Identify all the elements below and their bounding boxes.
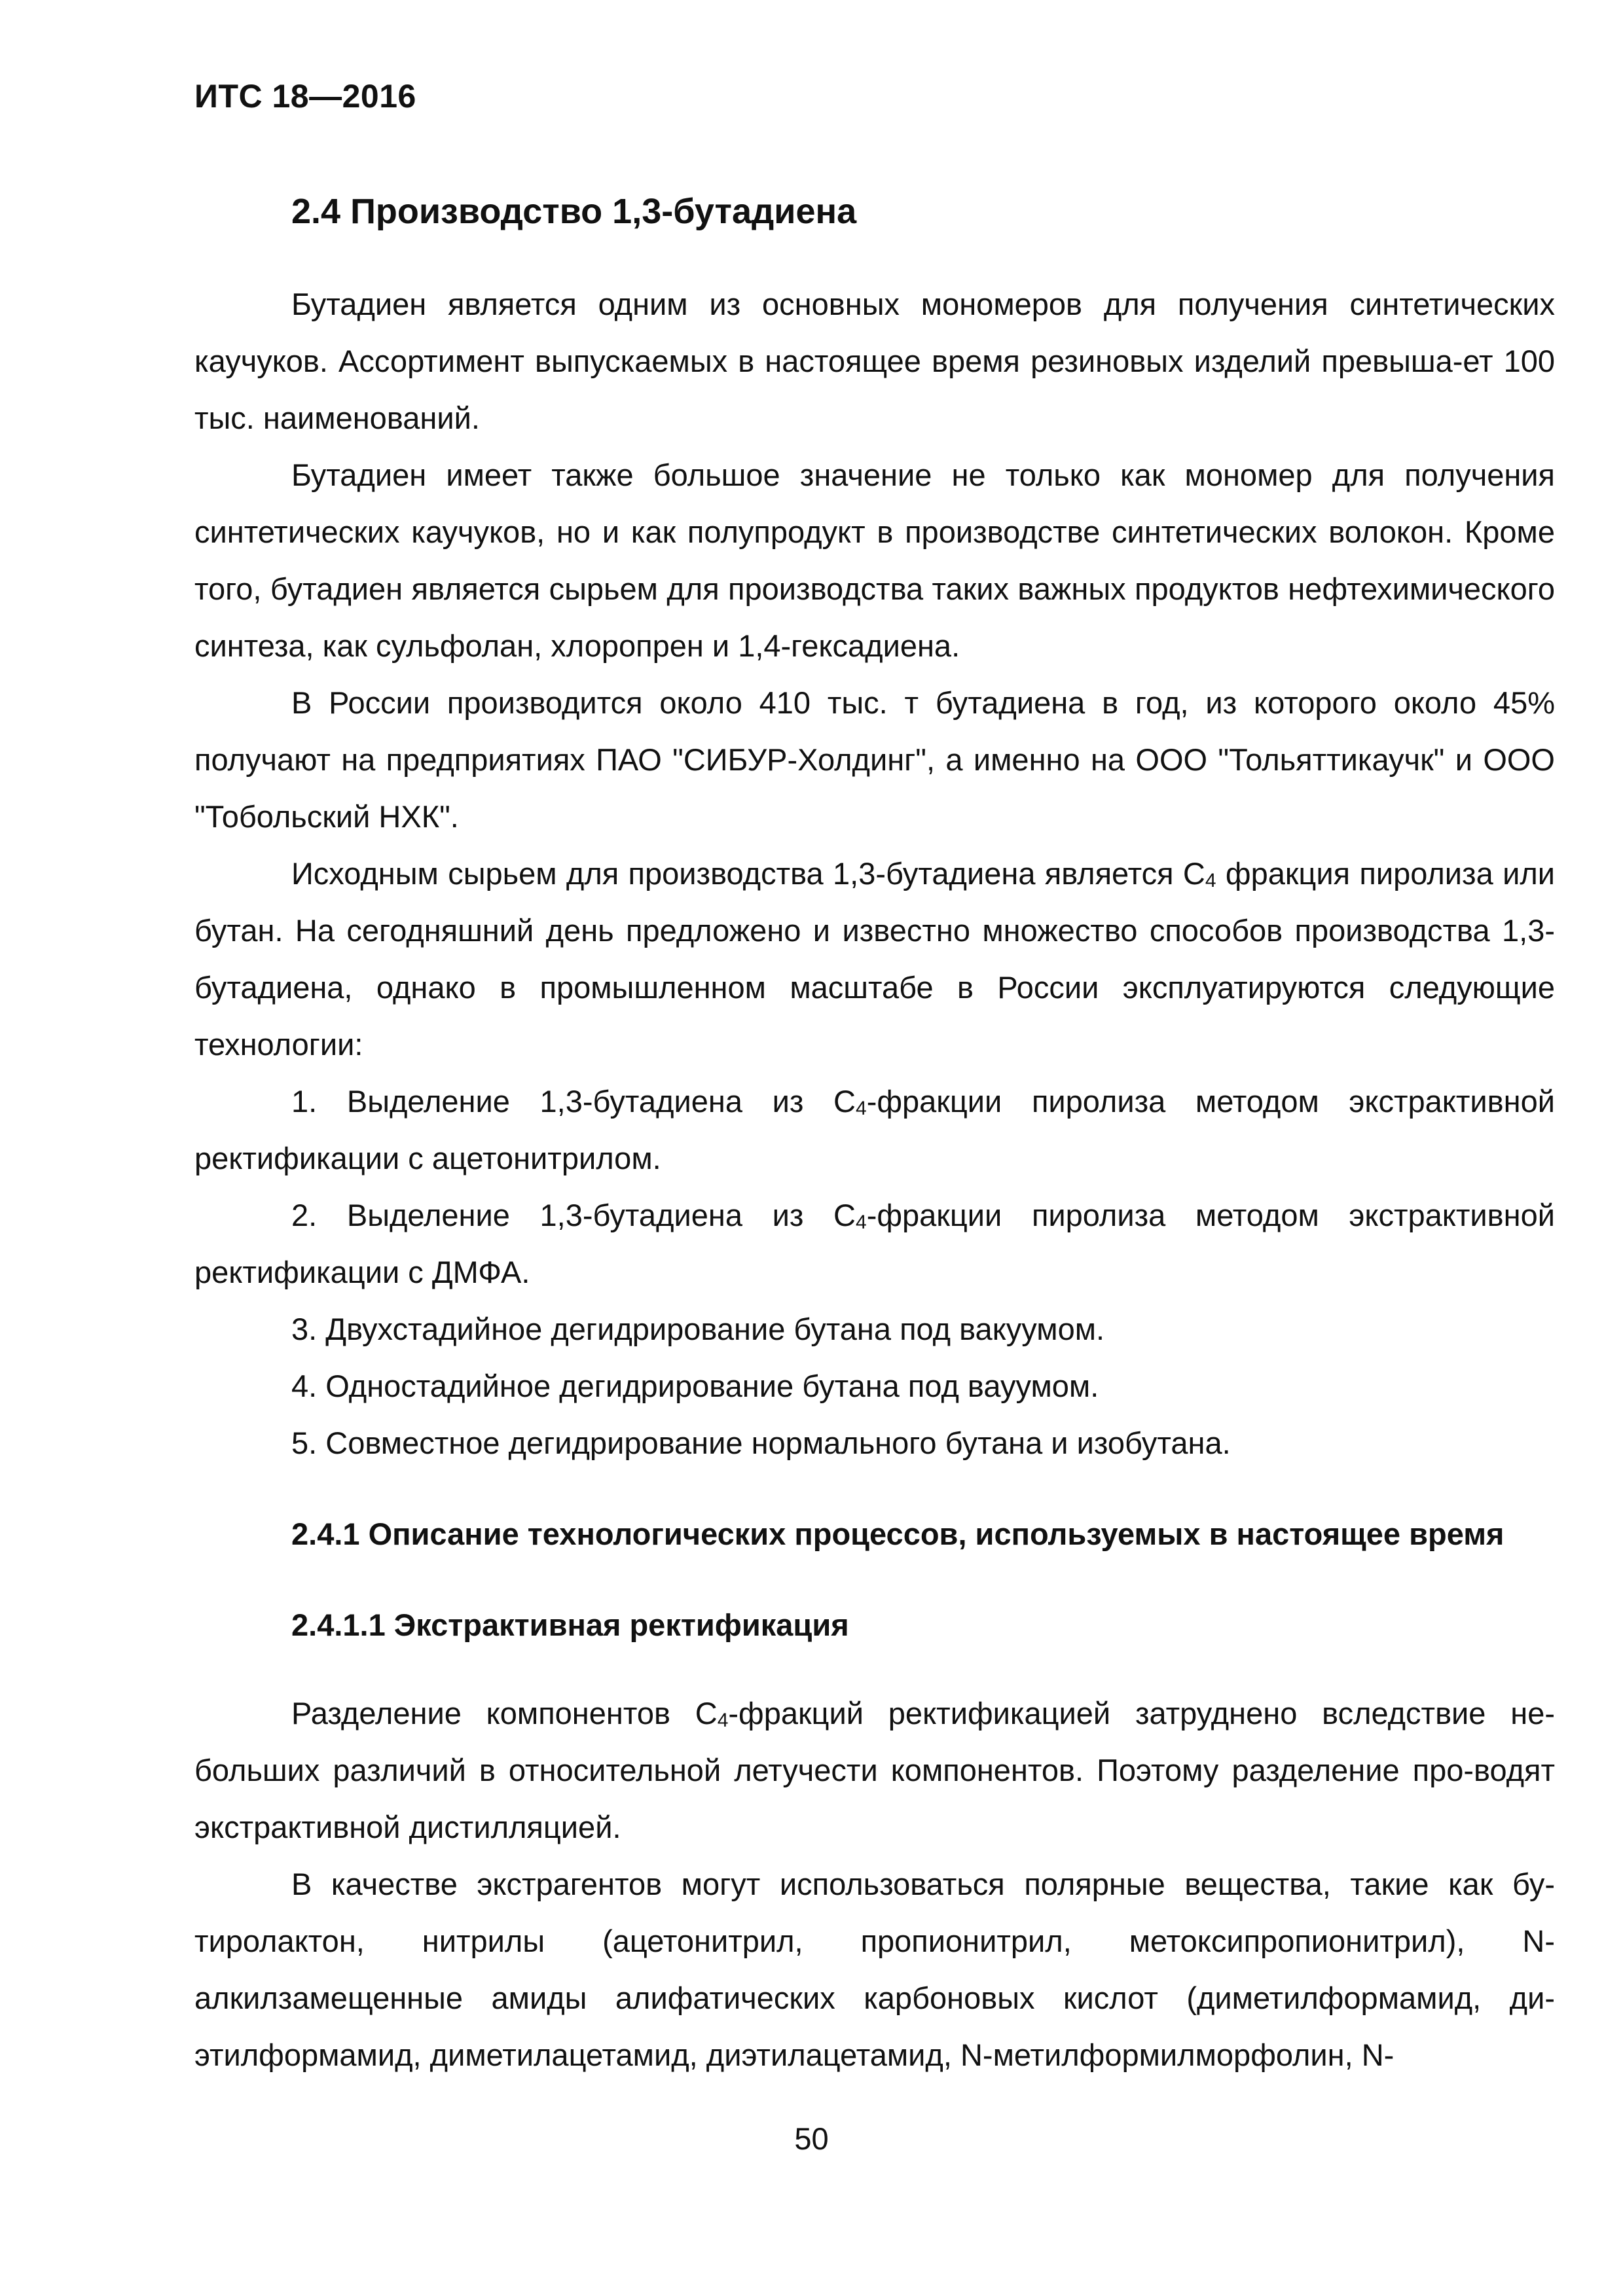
technology-item-1: [194, 1073, 1555, 1187]
feedstock-text-start: Исходным сырьем для производства 1,3-бутадиена является С: [291, 856, 1205, 891]
paragraph-separation: [194, 1685, 1555, 1856]
subsection-2411-heading: 2.4.1.1 Экстрактивная ректификация: [291, 1607, 849, 1642]
separation-text-end: -фракций ректификацией затруднено вследствие не-больших различий в относительной летучести компонентов. Поэтому разделение про-водят экстрактивной дистилляцией.: [194, 1696, 1555, 1844]
separation-text-start: Разделение компонентов С: [291, 1696, 718, 1731]
page-content: [194, 187, 1555, 2083]
paragraph-butadiene-intro: Бутадиен является одним из основных мономеров для получения синтетических каучуков. Ассортимент выпускаемых в настоящее время резиновых изделий превыша-ет 100 тыс. наименований.: [194, 287, 1555, 435]
technology-item-3: 3. Двухстадийное дегидрирование бутана под вакуумом.: [291, 1312, 1105, 1346]
section-title: 2.4 Производство 1,3-бутадиена: [291, 192, 857, 231]
technology-item-5: 5. Совместное дегидрирование нормального бутана и изобутана.: [291, 1426, 1231, 1460]
technology-item-2-end: -фракции пиролиза методом экстрактивной ректификации с ДМФА.: [194, 1198, 1555, 1289]
technology-item-4: 4. Одностадийное дегидрирование бутана под вауумом.: [291, 1369, 1099, 1403]
c4-subscript: 4: [856, 1098, 867, 1119]
subsection-241-heading: 2.4.1 Описание технологических процессов, используемых в настоящее время: [291, 1516, 1504, 1551]
technology-item-2-start: 2. Выделение 1,3-бутадиена из С: [291, 1198, 856, 1232]
feedstock-text-end: фракция пиролиза или бутан. На сегодняшний день предложено и известно множество способов производства 1,3-бутадиена, однако в промышленном масштабе в России эксплуатируются следующие технологии:: [194, 856, 1556, 1062]
c4-subscript: 4: [717, 1710, 729, 1731]
paragraph-feedstock: [194, 845, 1555, 1073]
document-code-header: ИТС 18—2016: [194, 78, 416, 115]
paragraph-russia-production: В России производится около 410 тыс. т бутадиена в год, из которого около 45% получают на предприятиях ПАО "СИБУР-Холдинг", а именно на ООО "Тольяттикаучк" и ООО "Тобольский НХК".: [194, 685, 1555, 834]
technology-item-2: [194, 1187, 1555, 1300]
c4-subscript: 4: [856, 1211, 867, 1233]
paragraph-butadiene-importance: Бутадиен имеет также большое значение не только как мономер для получения синтетических каучуков, но и как полупродукт в производстве синтетических волокон. Кроме того, бутадиен является сырьем для производства таких важных продуктов нефтехимического синтеза, как сульфолан, хлоропрен и 1,4-гексадиена.: [194, 457, 1555, 663]
technology-item-1-end: -фракции пиролиза методом экстрактивной ректификации с ацетонитрилом.: [194, 1084, 1555, 1175]
c4-subscript: 4: [1205, 870, 1216, 891]
paragraph-extractants: В качестве экстрагентов могут использоваться полярные вещества, такие как бу-тиролактон, нитрилы (ацетонитрил, пропионитрил, метоксипропионитрил), N-алкилзамещенные амиды алифатических карбоновых кислот (диметилформамид, ди-этилформамид, диметилацетамид, диэтилацетамид, N-метилформилморфолин, N-: [194, 1867, 1555, 2072]
technology-item-1-start: 1. Выделение 1,3-бутадиена из С: [291, 1084, 856, 1119]
page-number: 50: [794, 2121, 829, 2156]
